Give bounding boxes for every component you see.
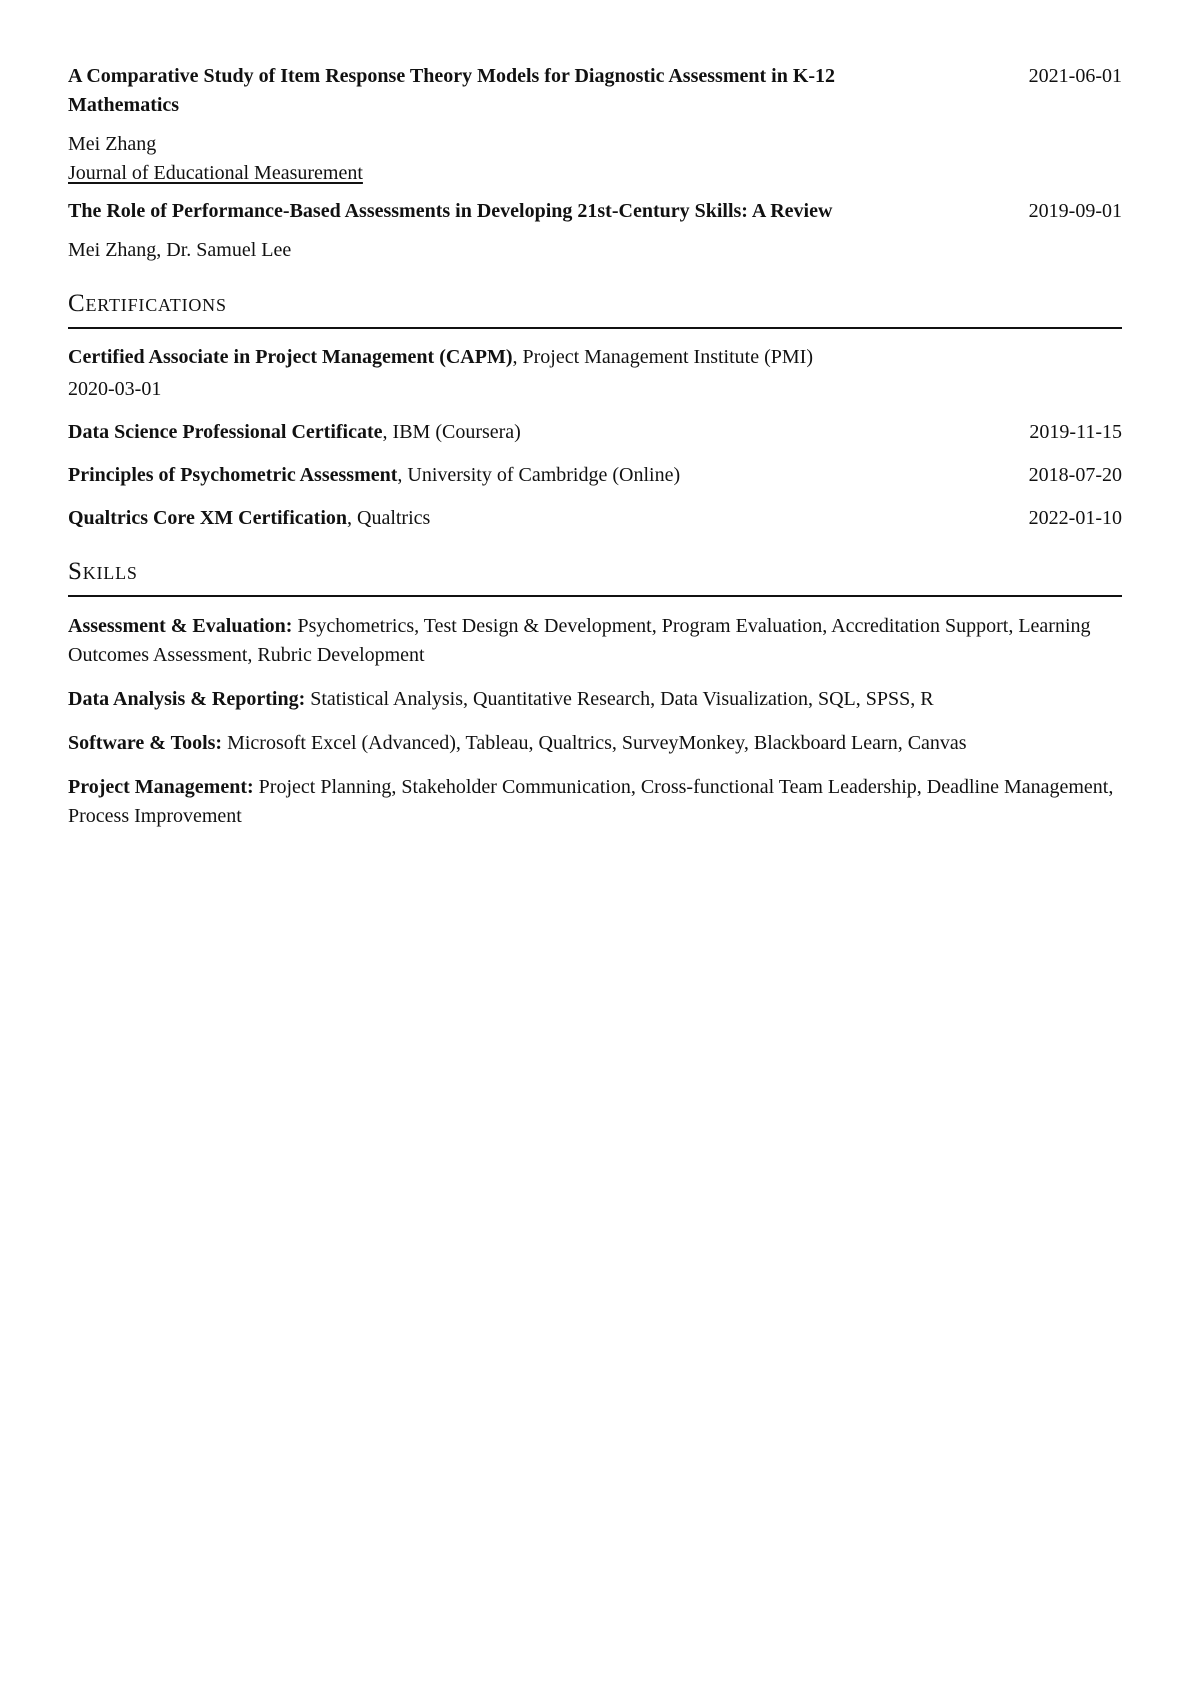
publication-title: The Role of Performance-Based Assessments in Developing 21st-Century Skills: A Review — [68, 200, 833, 222]
skill-category: Data Analysis & Reporting: — [68, 688, 306, 710]
publication-header — [68, 62, 1122, 120]
journal-link[interactable]: Journal of Educational Measurement — [68, 162, 363, 184]
skill-details: Statistical Analysis, Quantitative Research, Data Visualization, SQL, SPSS, R — [310, 688, 934, 710]
certifications-section — [68, 290, 1122, 533]
publication-journal — [68, 159, 1122, 188]
skill-row — [68, 685, 1122, 714]
skill-category: Project Management: — [68, 776, 254, 798]
publication-authors: Mei Zhang, Dr. Samuel Lee — [68, 239, 292, 261]
certification-issuer: , IBM (Coursera) — [382, 421, 521, 443]
certification-row — [68, 418, 1122, 447]
certification-issuer: , Qualtrics — [347, 507, 431, 529]
skill-category: Assessment & Evaluation: — [68, 615, 293, 637]
certification-date: 2019-11-15 — [1029, 421, 1122, 443]
certification-text — [68, 461, 680, 490]
skill-details: Microsoft Excel (Advanced), Tableau, Qualtrics, SurveyMonkey, Blackboard Learn, Canvas — [227, 732, 967, 754]
certification-name: Certified Associate in Project Management (CAPM) — [68, 346, 513, 368]
skill-details: Psychometrics, Test Design & Development, Program Evaluation, Accreditation Support, Learning Outcomes Assessment, Rubric Development — [68, 615, 1091, 666]
certification-date: 2022-01-10 — [1028, 507, 1122, 529]
certification-issuer: , University of Cambridge (Online) — [397, 464, 681, 486]
publication-header — [68, 197, 1122, 226]
publication-authors: Mei Zhang — [68, 133, 157, 155]
skills-section — [68, 558, 1122, 831]
skill-category: Software & Tools: — [68, 732, 223, 754]
certification-date: 2020-03-01 — [68, 378, 162, 400]
publications-section — [68, 62, 1122, 265]
certification-row — [68, 461, 1122, 490]
skill-row — [68, 773, 1122, 831]
section-heading-certifications: Certifications — [68, 290, 1122, 329]
certification-text — [68, 418, 521, 447]
publication-entry — [68, 62, 1122, 188]
certification-name: Principles of Psychometric Assessment — [68, 464, 398, 486]
certification-name: Qualtrics Core XM Certification — [68, 507, 347, 529]
certification-issuer: , Project Management Institute (PMI) — [512, 346, 813, 368]
publication-title: A Comparative Study of Item Response Theory Models for Diagnostic Assessment in K-12 Mathematics — [68, 65, 836, 116]
certification-row — [68, 504, 1122, 533]
skill-details: Project Planning, Stakeholder Communication, Cross-functional Team Leadership, Deadline Management, Process Improvement — [68, 776, 1114, 827]
certification-row — [68, 343, 1122, 404]
publication-date: 2019-09-01 — [1028, 200, 1122, 222]
certification-text — [68, 504, 430, 533]
certification-text — [68, 343, 813, 372]
section-heading-skills: Skills — [68, 558, 1122, 597]
certification-name: Data Science Professional Certificate — [68, 421, 383, 443]
certification-date: 2018-07-20 — [1028, 464, 1122, 486]
skill-row — [68, 729, 1122, 758]
publication-date: 2021-06-01 — [1028, 65, 1122, 87]
publication-entry — [68, 197, 1122, 265]
skill-row — [68, 612, 1122, 670]
